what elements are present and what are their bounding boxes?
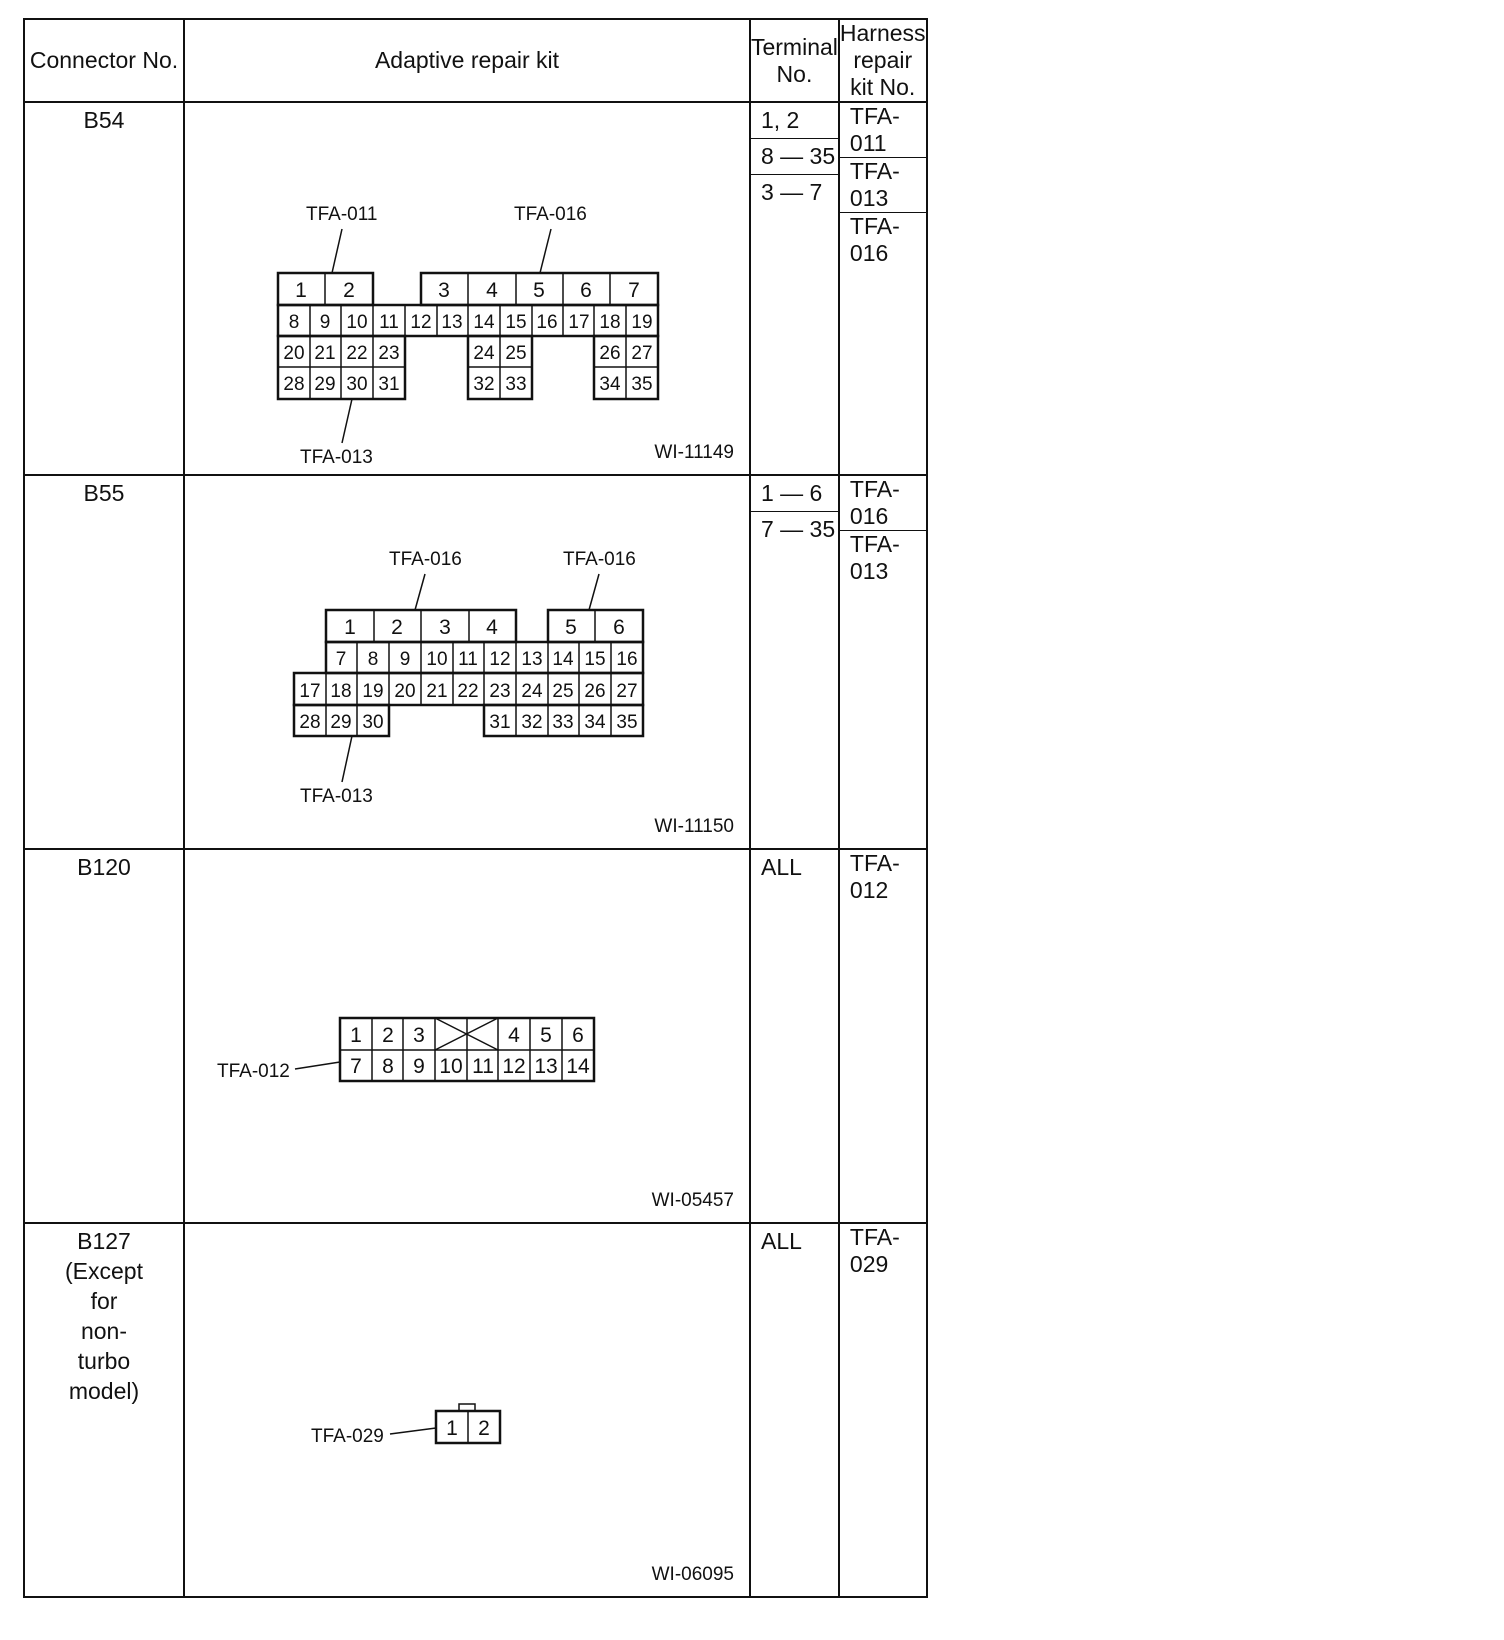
svg-text:33: 33 xyxy=(505,374,527,395)
connector-note: (Except for non-turbo model) xyxy=(65,1258,143,1404)
svg-text:28: 28 xyxy=(283,374,305,395)
terminal-range: ALL xyxy=(760,854,802,880)
svg-text:10: 10 xyxy=(426,649,448,670)
kit-number: TFA-013 xyxy=(840,158,926,213)
svg-text:13: 13 xyxy=(441,312,463,333)
connector-diagram-b54 xyxy=(185,103,749,474)
svg-text:1: 1 xyxy=(295,279,307,302)
harness-kit-cell xyxy=(839,849,927,1223)
table-row xyxy=(24,1223,927,1597)
col-header-adaptive-kit: Adaptive repair kit xyxy=(184,19,750,102)
svg-text:8: 8 xyxy=(382,1055,394,1078)
svg-text:9: 9 xyxy=(413,1055,425,1078)
connector-cell xyxy=(24,849,184,1223)
svg-text:32: 32 xyxy=(473,374,495,395)
svg-text:35: 35 xyxy=(616,712,638,733)
figure-id: WI-06095 xyxy=(651,1564,734,1585)
svg-text:17: 17 xyxy=(568,312,590,333)
adaptive-kit-cell xyxy=(184,475,750,849)
col-header-terminal: Terminal No. xyxy=(750,19,839,102)
kit-number: TFA-013 xyxy=(849,531,900,584)
svg-text:17: 17 xyxy=(299,681,321,702)
kit-number: TFA-029 xyxy=(849,1224,900,1277)
connector-cell xyxy=(24,475,184,849)
svg-text:14: 14 xyxy=(473,312,495,333)
harness-kit-cell xyxy=(839,102,927,475)
svg-text:22: 22 xyxy=(457,681,479,702)
table-row xyxy=(24,475,927,849)
harness-kit-cell xyxy=(839,1223,927,1597)
adaptive-kit-cell xyxy=(184,849,750,1223)
connector-diagram-b127 xyxy=(185,1224,749,1596)
adaptive-kit-cell xyxy=(184,102,750,475)
svg-text:15: 15 xyxy=(584,649,606,670)
svg-text:13: 13 xyxy=(521,649,543,670)
svg-text:11: 11 xyxy=(472,1055,494,1078)
svg-text:16: 16 xyxy=(536,312,558,333)
svg-text:8: 8 xyxy=(288,312,300,333)
svg-text:3: 3 xyxy=(438,279,450,302)
terminal-range: 8 — 35 xyxy=(751,139,838,175)
svg-text:6: 6 xyxy=(613,616,625,639)
table-row xyxy=(24,102,927,475)
svg-text:35: 35 xyxy=(631,374,653,395)
kit-number: TFA-016 xyxy=(849,213,900,266)
svg-text:11: 11 xyxy=(379,312,399,333)
header-row xyxy=(24,19,927,102)
svg-text:3: 3 xyxy=(439,616,451,639)
svg-text:27: 27 xyxy=(631,343,653,364)
svg-text:9: 9 xyxy=(399,649,411,670)
svg-text:12: 12 xyxy=(502,1055,526,1078)
svg-text:26: 26 xyxy=(599,343,621,364)
svg-text:24: 24 xyxy=(473,343,495,364)
svg-text:1: 1 xyxy=(344,616,356,639)
terminal-range: 3 — 7 xyxy=(760,179,823,205)
svg-text:21: 21 xyxy=(426,681,448,702)
svg-text:30: 30 xyxy=(346,374,368,395)
col-header-connector: Connector No. xyxy=(24,19,184,102)
svg-text:34: 34 xyxy=(584,712,606,733)
svg-text:7: 7 xyxy=(350,1055,362,1078)
kit-number: TFA-016 xyxy=(840,476,926,531)
svg-text:5: 5 xyxy=(540,1024,552,1047)
svg-text:18: 18 xyxy=(330,681,352,702)
kit-number: TFA-011 xyxy=(840,103,926,158)
svg-text:3: 3 xyxy=(413,1024,425,1047)
svg-text:12: 12 xyxy=(489,649,511,670)
connector-number: B120 xyxy=(77,854,131,880)
connector-cell xyxy=(24,1223,184,1597)
svg-text:9: 9 xyxy=(319,312,331,333)
figure-id: WI-05457 xyxy=(651,1190,734,1211)
svg-text:32: 32 xyxy=(521,712,543,733)
svg-text:25: 25 xyxy=(552,681,574,702)
svg-text:13: 13 xyxy=(534,1055,558,1078)
svg-text:7: 7 xyxy=(628,279,640,302)
svg-text:1: 1 xyxy=(350,1024,362,1047)
svg-text:14: 14 xyxy=(566,1055,590,1078)
terminal-cell xyxy=(750,1223,839,1597)
diagram-label: TFA-016 xyxy=(388,549,462,570)
diagram-label: TFA-029 xyxy=(310,1426,384,1447)
svg-text:14: 14 xyxy=(552,649,574,670)
harness-kit-cell xyxy=(839,475,927,849)
svg-text:1: 1 xyxy=(446,1417,458,1440)
col-header-harness-kit: Harness repair kit No. xyxy=(839,20,926,100)
svg-text:22: 22 xyxy=(346,343,368,364)
svg-text:10: 10 xyxy=(439,1055,463,1078)
svg-text:18: 18 xyxy=(599,312,621,333)
svg-text:20: 20 xyxy=(283,343,305,364)
svg-text:19: 19 xyxy=(631,312,653,333)
svg-text:25: 25 xyxy=(505,343,527,364)
connector-diagram-b120 xyxy=(185,850,749,1222)
svg-text:31: 31 xyxy=(489,712,511,733)
svg-text:2: 2 xyxy=(478,1417,490,1440)
svg-text:29: 29 xyxy=(330,712,352,733)
svg-text:34: 34 xyxy=(599,374,621,395)
diagram-label: TFA-016 xyxy=(562,549,636,570)
terminal-range: 1, 2 xyxy=(751,103,838,139)
svg-text:2: 2 xyxy=(343,279,355,302)
svg-text:6: 6 xyxy=(580,279,592,302)
connector-diagram-b55 xyxy=(185,476,749,848)
svg-text:12: 12 xyxy=(410,312,432,333)
adaptive-kit-cell xyxy=(184,1223,750,1597)
diagram-label: TFA-013 xyxy=(299,447,373,468)
figure-id: WI-11149 xyxy=(654,442,734,463)
terminal-cell xyxy=(750,475,839,849)
harness-repair-table xyxy=(23,18,928,1598)
svg-text:10: 10 xyxy=(346,312,368,333)
svg-text:26: 26 xyxy=(584,681,606,702)
svg-text:4: 4 xyxy=(486,616,498,639)
diagram-label: TFA-012 xyxy=(216,1061,290,1082)
svg-text:2: 2 xyxy=(382,1024,394,1047)
svg-text:28: 28 xyxy=(299,712,321,733)
diagram-label: TFA-011 xyxy=(305,204,378,225)
svg-text:4: 4 xyxy=(486,279,498,302)
svg-text:30: 30 xyxy=(362,712,384,733)
figure-id: WI-11150 xyxy=(654,816,734,837)
svg-text:6: 6 xyxy=(572,1024,584,1047)
svg-text:8: 8 xyxy=(367,649,379,670)
svg-text:11: 11 xyxy=(458,649,478,670)
svg-text:33: 33 xyxy=(552,712,574,733)
svg-text:19: 19 xyxy=(362,681,384,702)
svg-text:29: 29 xyxy=(314,374,336,395)
svg-text:2: 2 xyxy=(391,616,403,639)
connector-number: B55 xyxy=(83,480,125,506)
connector-number: B127 xyxy=(77,1228,131,1254)
svg-text:5: 5 xyxy=(565,616,577,639)
svg-text:16: 16 xyxy=(616,649,638,670)
svg-text:5: 5 xyxy=(533,279,545,302)
diagram-label: TFA-013 xyxy=(299,786,373,807)
svg-text:4: 4 xyxy=(508,1024,520,1047)
table-row xyxy=(24,849,927,1223)
svg-text:21: 21 xyxy=(314,343,336,364)
svg-text:24: 24 xyxy=(521,681,543,702)
kit-number: TFA-012 xyxy=(849,850,900,903)
connector-number: B54 xyxy=(83,107,125,133)
svg-text:23: 23 xyxy=(489,681,511,702)
svg-text:20: 20 xyxy=(394,681,416,702)
svg-text:27: 27 xyxy=(616,681,638,702)
connector-cell xyxy=(24,102,184,475)
terminal-range: 7 — 35 xyxy=(760,516,836,542)
svg-text:23: 23 xyxy=(378,343,400,364)
diagram-label: TFA-016 xyxy=(513,204,587,225)
svg-text:7: 7 xyxy=(335,649,347,670)
svg-text:31: 31 xyxy=(378,374,400,395)
terminal-cell xyxy=(750,102,839,475)
terminal-range: ALL xyxy=(760,1228,802,1254)
svg-text:15: 15 xyxy=(505,312,527,333)
terminal-range: 1 — 6 xyxy=(751,476,838,512)
terminal-cell xyxy=(750,849,839,1223)
